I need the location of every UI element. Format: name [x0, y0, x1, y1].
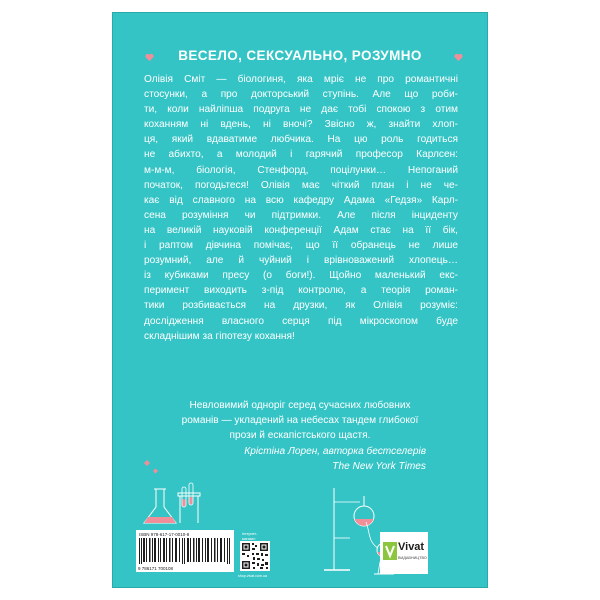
book-description — [144, 72, 458, 344]
description-line: розумний, але й чуйний і врівноважений хлопець… — [144, 255, 458, 267]
description-line: Олівія Сміт — біологиня, яка мріє не про романтичні — [144, 74, 458, 85]
flask-illustration — [136, 457, 206, 534]
quote-line: прози й ескапістського щастя. — [229, 430, 371, 441]
description-line: початок, погодьтеся! Олівія має чіткий план і не че- — [144, 179, 458, 191]
publisher-name: Vivat — [398, 541, 425, 553]
description-line: стосунки, а про докторський ступінь. Але що роби- — [144, 89, 458, 101]
description-line: із кубиками пресу (о боги!). Щойно маленький екс- — [144, 270, 458, 282]
qr-caption: Інтернет-магазин — [242, 532, 258, 541]
description-line: тики розбивається на друзки, як Олівія розуміє: — [144, 300, 458, 312]
shop-url: shop.vivat.com.ua — [238, 574, 267, 578]
description-line: складнішим за гіпотезу кохання! — [144, 330, 295, 342]
description-line: дослідження власного серця під мікроскопом буде — [144, 315, 458, 327]
vivat-logo-icon — [383, 542, 397, 560]
quote-line: Невловимий одноріг серед сучасних любовних — [189, 400, 411, 411]
isbn-barcode — [136, 530, 234, 572]
publisher-logo — [380, 532, 428, 574]
description-line: ця, який вдаватиме любчика. На цю роль годиться — [144, 134, 458, 146]
quote-attribution — [244, 444, 426, 474]
quote-line: романів — укладений на небесах тандем глибокої — [181, 415, 419, 426]
description-line: сена розуміння чи підтримки. Але після інциденту — [144, 209, 458, 221]
qr-code — [240, 541, 270, 571]
description-line: коханням ні вдень, ні вночі? Звісно ж, знайти хлоп- — [144, 119, 458, 131]
publisher-subtitle: ВИДАВНИЦТВО — [398, 556, 427, 560]
attribution-author: Крістіна Лорен, авторка бестселерів — [244, 446, 426, 457]
barcode-bars — [139, 538, 231, 564]
isbn-number: ISBN 978-617-17-0010-8 — [139, 532, 190, 537]
book-back-cover — [112, 12, 488, 588]
review-quote — [177, 398, 423, 443]
barcode-digits: 9 786171 700108 — [138, 566, 174, 571]
description-line: на великій науковій конференції Адам стає на її бік, — [144, 224, 458, 236]
tagline: ВЕСЕЛО, СЕКСУАЛЬНО, РОЗУМНО — [178, 48, 422, 63]
description-line: перимент виходить з-під контролю, а теорія роман- — [144, 285, 458, 297]
description-line: не абихто, а молодий і гарячий професор Карлсен: — [144, 149, 458, 161]
description-line: кає від славного на всю кафедру Адама «Гедзя» Карл- — [144, 194, 458, 206]
description-line: і раптом дівчина помічає, що її обранець не лише — [144, 240, 458, 252]
description-line: м-м-м, біологія, Стенфорд, поцілунки… Непоганий — [144, 164, 458, 176]
description-line: ти, коли найліпша подруга не дає тобі спокою з отим — [144, 104, 458, 116]
attribution-publication: The New York Times — [332, 461, 426, 472]
